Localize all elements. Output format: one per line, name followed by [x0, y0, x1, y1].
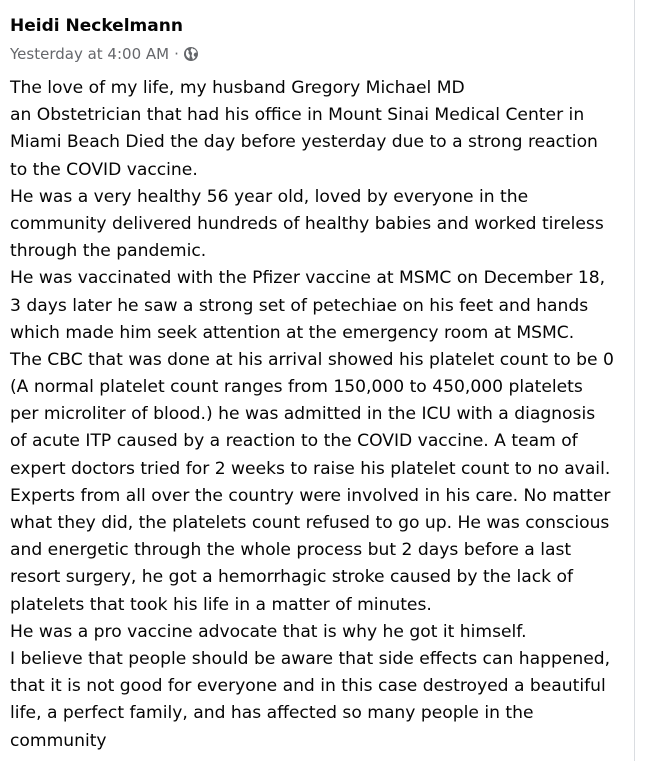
post-text-line: The love of my life, my husband Gregory Michael MD [10, 78, 465, 98]
post-text-line: what they did, the platelets count refused to go up. He was conscious [10, 513, 610, 533]
post-text-line: community delivered hundreds of healthy babies and worked tireless [10, 213, 604, 234]
post-text-line: 3 days later he saw a strong set of petechiae on his feet and hands [10, 295, 589, 316]
post-text-line: an Obstetrician that had his office in Mount Sinai Medical Center in [10, 105, 585, 126]
post-text-line: The CBC that was done at his arrival showed his platelet count to be 0 [10, 349, 614, 370]
post-text-line: life, a perfect family, and has affected so many people in the [10, 703, 534, 724]
post-text-line: He was a pro vaccine advocate that is why he got it himself. [10, 621, 527, 642]
post-text-line: of acute ITP caused by a reaction to the COVID vaccine. A team of [10, 431, 578, 452]
post-text-line: and energetic through the whole process but 2 days before a last [10, 540, 572, 561]
feed-divider [634, 0, 635, 761]
post-text-line: I believe that people should be aware that side effects can happened, [10, 648, 611, 669]
post-text-line: expert doctors tried for 2 weeks to raise his platelet count to no avail. [10, 458, 611, 479]
post-text-line: Miami Beach Died the day before yesterday due to a strong reaction [10, 132, 598, 153]
post-author-name[interactable]: Heidi Neckelmann [10, 16, 183, 36]
post-text-line: community [10, 730, 107, 751]
post-body [10, 75, 630, 755]
post-text-line: (A normal platelet count ranges from 150,000 to 450,000 platelets [10, 377, 583, 398]
post-text-line: that it is not good for everyone and in this case destroyed a beautiful [10, 676, 606, 697]
post-text-line: Experts from all over the country were involved in his care. No matter [10, 485, 611, 506]
post-meta [10, 42, 199, 66]
post-text-line: per microliter of blood.) he was admitted in the ICU with a diagnosis [10, 404, 596, 425]
post-text-line: He was vaccinated with the Pfizer vaccine at MSMC on December 18, [10, 268, 606, 289]
post-text-line: He was a very healthy 56 year old, loved by everyone in the [10, 186, 529, 207]
globe-icon[interactable] [183, 46, 199, 62]
post-text-line: which made him seek attention at the emergency room at MSMC. [10, 322, 575, 343]
post-text-line: through the pandemic. [10, 241, 207, 262]
meta-separator: · [174, 45, 179, 63]
post-text-line: to the COVID vaccine. [10, 159, 198, 180]
post-text-line: platelets that took his life in a matter of minutes. [10, 594, 432, 615]
post-text-line: resort surgery, he got a hemorrhagic stroke caused by the lack of [10, 567, 574, 588]
post-timestamp[interactable]: Yesterday at 4:00 AM [10, 45, 170, 63]
